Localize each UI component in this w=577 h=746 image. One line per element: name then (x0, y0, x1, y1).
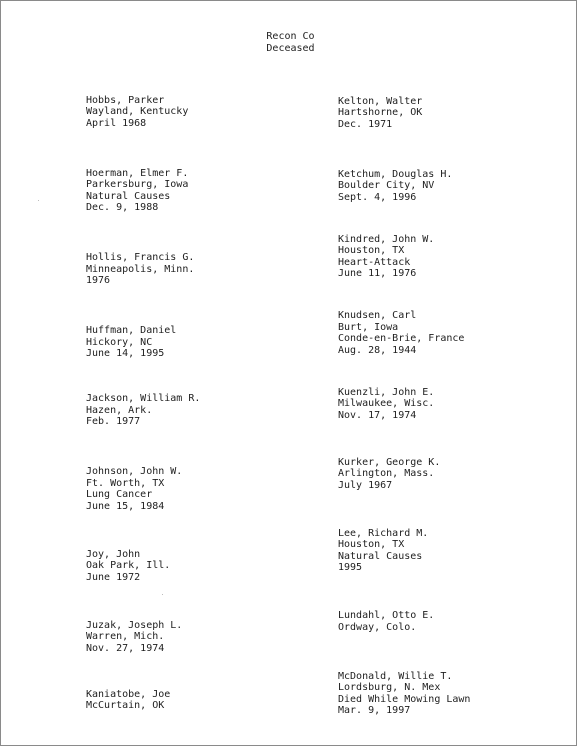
entry-date: Nov. 27, 1974 (86, 642, 165, 654)
entry-date: 1976 (86, 275, 111, 287)
scan-speck (38, 200, 39, 201)
deceased-entry (338, 528, 577, 574)
entry-name: Johnson, John W. (86, 466, 183, 478)
entry-name: Kaniatobe, Joe (86, 688, 171, 700)
entry-date: Aug. 28, 1944 (338, 344, 417, 356)
entry-date: Dec. 1971 (338, 118, 393, 130)
entry-location: Milwaukee, Wisc. (338, 398, 435, 410)
entry-date: June 14, 1995 (86, 348, 165, 360)
entry-name: Kindred, John W. (338, 233, 435, 245)
entry-name: Hobbs, Parker (86, 94, 165, 106)
company-title: Recon Co (266, 31, 315, 42)
entry-location: Oak Park, Ill. (86, 560, 171, 572)
entry-location: Wayland, Kentucky (86, 106, 189, 118)
entry-location: Boulder City, NV (338, 180, 435, 192)
entry-location: Ordway, Colo. (338, 621, 417, 633)
deceased-entry (86, 689, 326, 712)
deceased-entry (338, 671, 577, 717)
entry-date: June 11, 1976 (338, 268, 417, 280)
entry-location: Hartshorne, OK (338, 107, 423, 119)
deceased-entry (86, 466, 326, 512)
entry-location: Minneapolis, Minn. (86, 263, 195, 275)
deceased-entry (86, 393, 326, 427)
entry-name: Huffman, Daniel (86, 325, 177, 337)
entry-name: Hoerman, Elmer F. (86, 167, 189, 179)
entry-location: Ft. Worth, TX (86, 477, 165, 489)
entry-cause: Natural Causes (338, 550, 423, 562)
entry-date: June 1972 (86, 571, 141, 583)
entry-name: Hollis, Francis G. (86, 252, 195, 264)
entry-cause: Natural Causes (86, 190, 171, 202)
entry-name: Knudsen, Carl (338, 310, 417, 322)
scan-speck (162, 594, 163, 595)
entry-location: Parkersburg, Iowa (86, 179, 189, 191)
entry-location: Warren, Mich. (86, 631, 165, 643)
deceased-entry (338, 610, 577, 633)
right-column (338, 73, 577, 728)
entry-date: Mar. 9, 1997 (338, 705, 411, 717)
entry-name: Kuenzli, John E. (338, 386, 435, 398)
deceased-entry (338, 310, 577, 356)
entry-location: Lordsburg, N. Mex (338, 682, 441, 694)
entry-name: Joy, John (86, 548, 141, 560)
deceased-entry (86, 325, 326, 359)
deceased-entry (338, 96, 577, 130)
deceased-entry (338, 457, 577, 491)
entry-date: Nov. 17, 1974 (338, 409, 417, 421)
entry-date: 1995 (338, 562, 363, 574)
entry-date: April 1968 (86, 117, 147, 129)
entry-location: McCurtain, OK (86, 700, 165, 712)
entry-name: Juzak, Joseph L. (86, 619, 183, 631)
deceased-entry (338, 387, 577, 421)
entry-date: June 15, 1984 (86, 500, 165, 512)
entry-name: Kelton, Walter (338, 95, 423, 107)
deceased-entry (86, 168, 326, 214)
left-column (86, 72, 326, 723)
entry-location: Burt, Iowa (338, 321, 399, 333)
deceased-entry (338, 234, 577, 280)
deceased-entry (338, 169, 577, 203)
entry-location: Arlington, Mass. (338, 468, 435, 480)
deceased-entry (86, 252, 326, 286)
entry-cause: Died While Mowing Lawn (338, 693, 471, 705)
document-subtitle: Deceased (266, 42, 315, 54)
document-header (0, 31, 577, 54)
deceased-entry (86, 549, 326, 583)
entry-name: McDonald, Willie T. (338, 670, 453, 682)
entry-location: Hazen, Ark. (86, 404, 153, 416)
entry-date: Sept. 4, 1996 (338, 191, 417, 203)
entry-date: Feb. 1977 (86, 416, 141, 428)
entry-location: Houston, TX (338, 245, 405, 257)
entry-date: Dec. 9, 1988 (86, 202, 159, 214)
entry-location: Houston, TX (338, 539, 405, 551)
entry-date: July 1967 (338, 479, 393, 491)
entry-name: Lundahl, Otto E. (338, 610, 435, 622)
entry-cause: Lung Cancer (86, 489, 153, 501)
entry-name: Kurker, George K. (338, 456, 441, 468)
entry-location-secondary: Conde-en-Brie, France (338, 333, 465, 345)
entry-name: Lee, Richard M. (338, 527, 429, 539)
entry-cause: Heart-Attack (338, 256, 411, 268)
entry-location: Hickory, NC (86, 336, 153, 348)
deceased-entry (86, 95, 326, 129)
entry-name: Ketchum, Douglas H. (338, 168, 453, 180)
entry-name: Jackson, William R. (86, 393, 201, 405)
deceased-entry (86, 620, 326, 654)
